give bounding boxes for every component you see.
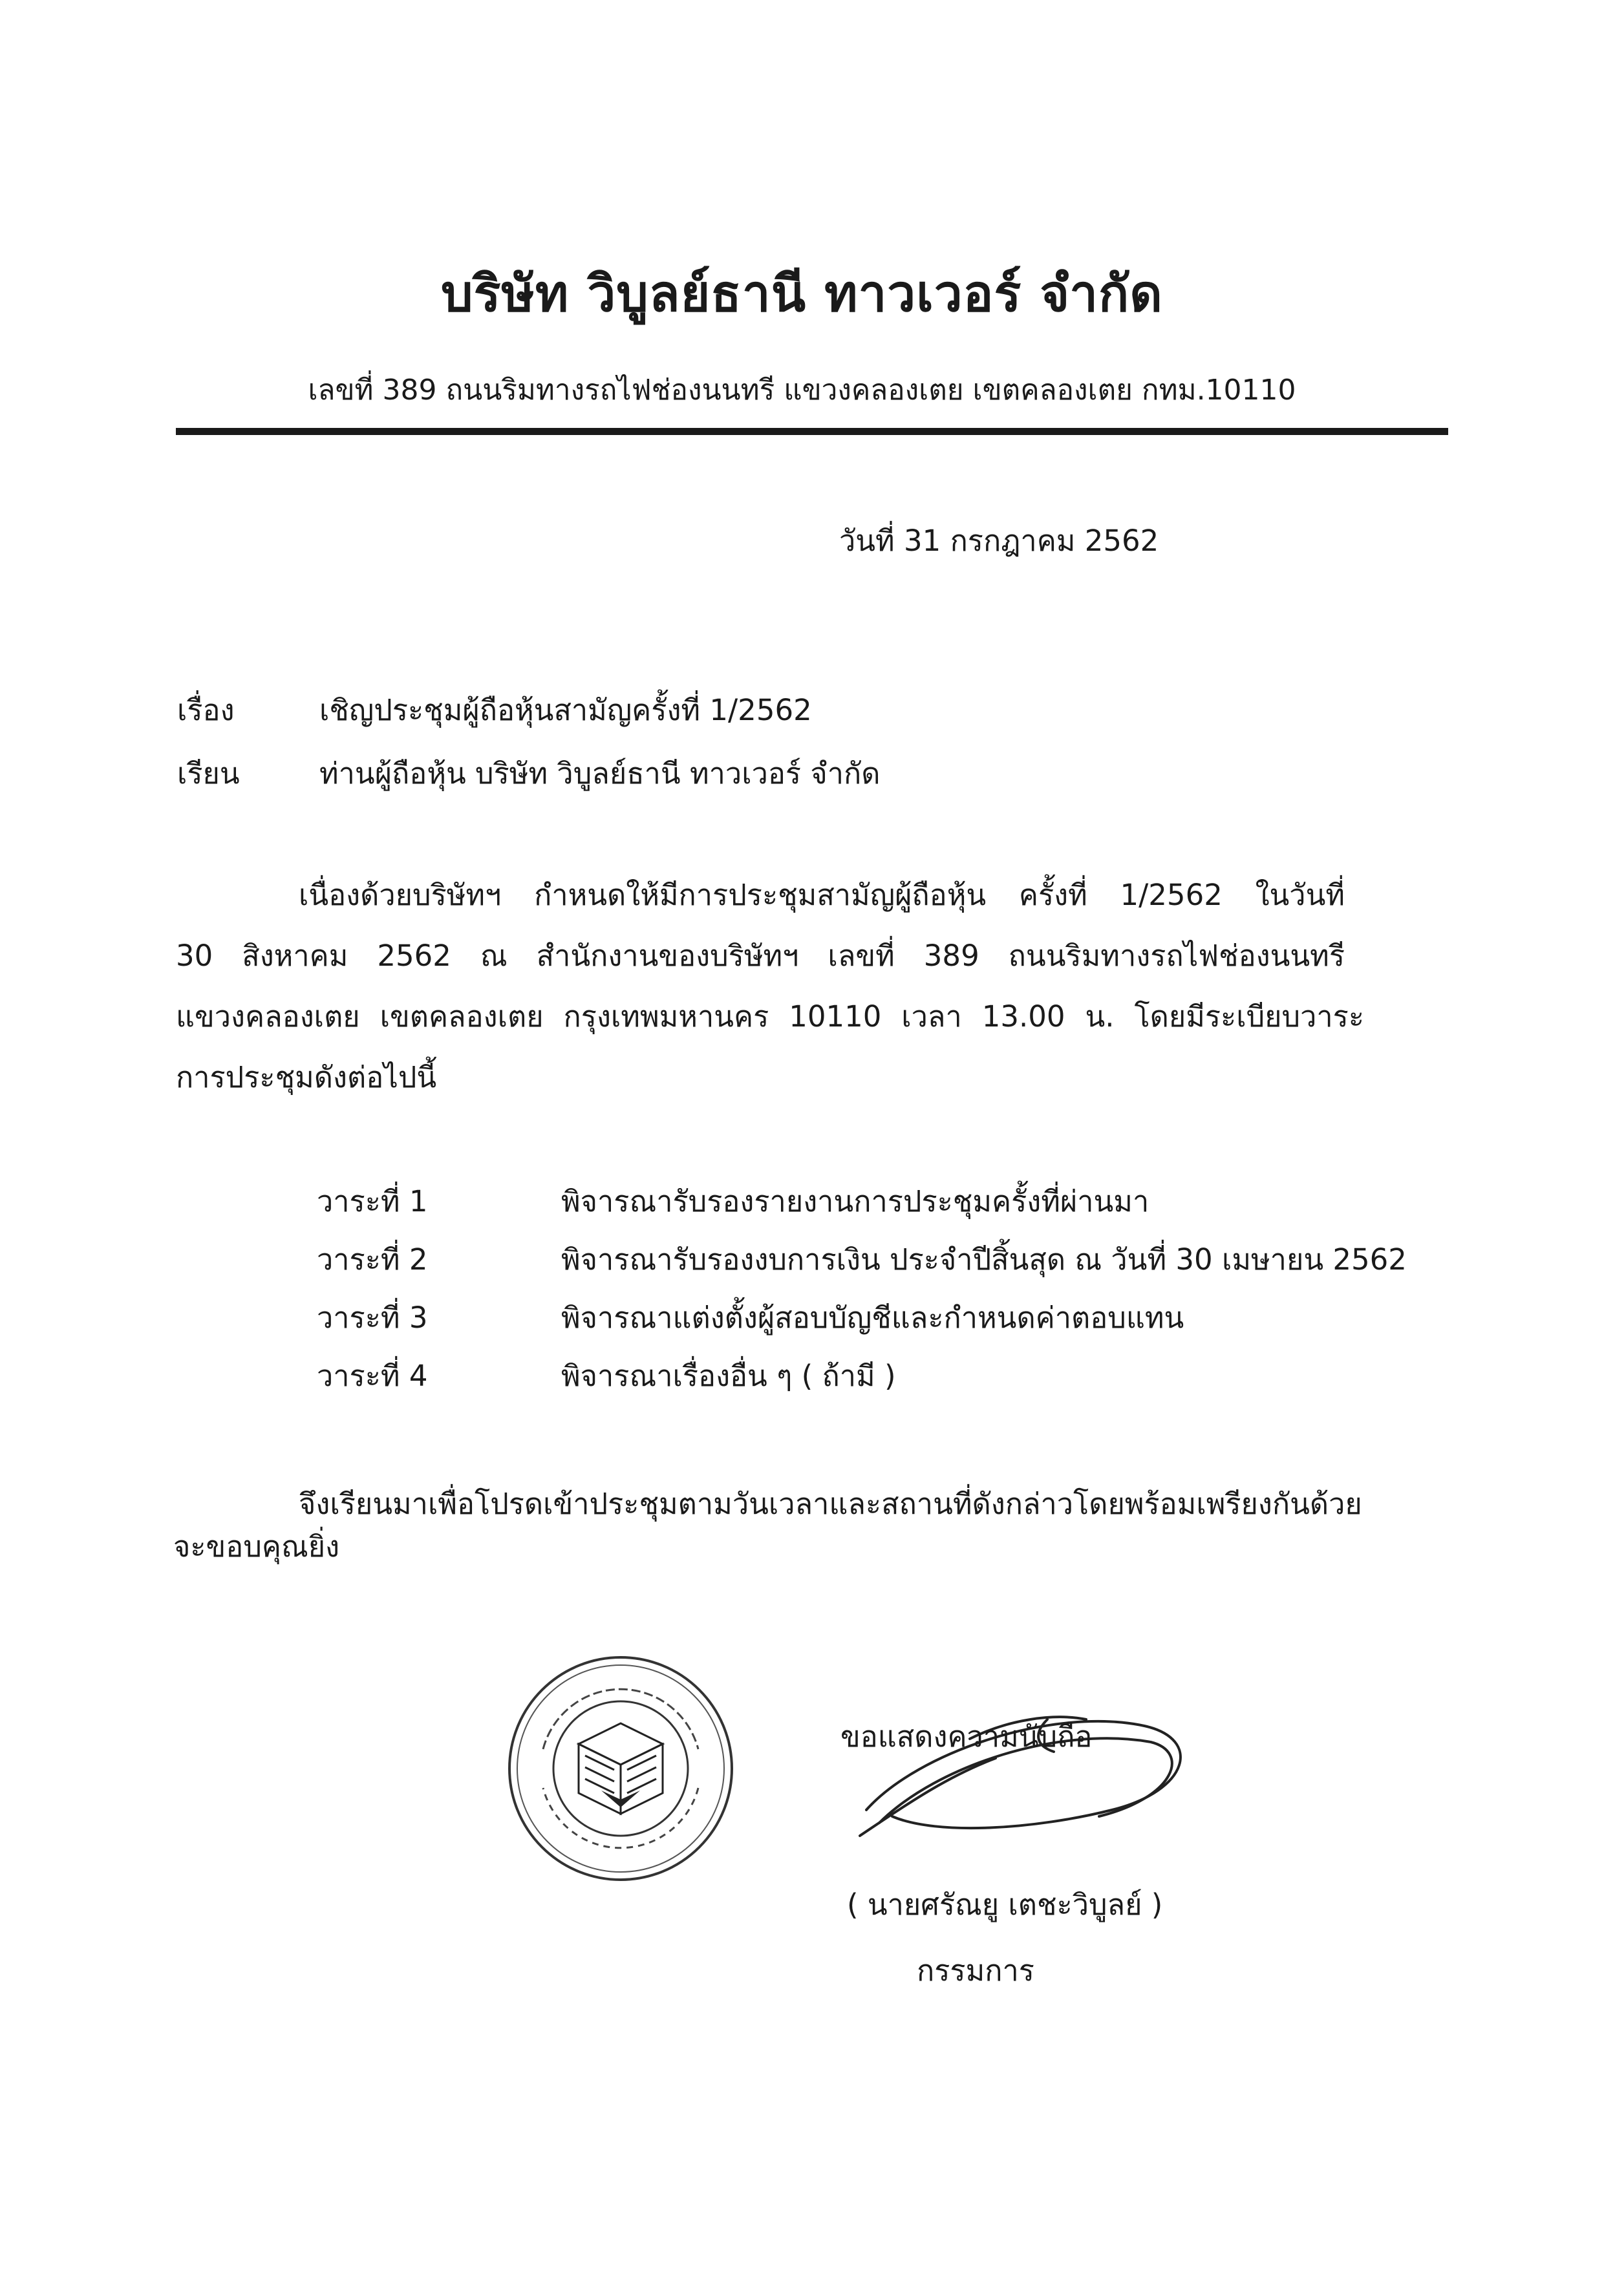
agenda-item-label: วาระที่ 1 [317,1184,428,1218]
agenda-item-description: พิจารณารับรองรายงานการประชุมครั้งที่ผ่านมา [561,1184,1150,1218]
header-divider [176,428,1448,435]
recipient-label: เรียน [177,756,240,791]
agenda-item-label: วาระที่ 4 [317,1359,428,1393]
company-address: เลขที่ 389 ถนนริมทางรถไฟช่องนนทรี แขวงคลองเตย เขตคลองเตย กทม.10110 [308,374,1296,407]
subject-label: เรื่อง [177,693,235,727]
recipient-value: ท่านผู้ถือหุ้น บริษัท วิบูลย์ธานี ทาวเวอร์ จำกัด [319,756,881,791]
agenda-item-label: วาระที่ 3 [317,1301,428,1335]
handwritten-signature [840,1681,1203,1875]
signature-regards: ขอแสดงความนับถือ [840,1719,1093,1754]
subject-value: เชิญประชุมผู้ถือหุ้นสามัญครั้งที่ 1/2562 [319,693,812,727]
letter-date: วันที่ 31 กรกฎาคม 2562 [839,524,1159,558]
agenda-item-description: พิจารณารับรองงบการเงิน ประจำปีสิ้นสุด ณ วันที่ 30 เมษายน 2562 [561,1242,1407,1277]
company-seal [504,1652,737,1885]
body-paragraph-line: เนื่องด้วยบริษัทฯ กำหนดให้มีการประชุมสามัญผู้ถือหุ้น ครั้งที่ 1/2562 ในวันที่ [299,878,1345,912]
agenda-item-description: พิจารณาแต่งตั้งผู้สอบบัญชีและกำหนดค่าตอบแทน [561,1301,1184,1335]
body-paragraph-line: แขวงคลองเตย เขตคลองเตย กรุงเทพมหานคร 10110 เวลา 13.00 น. โดยมีระเบียบวาระ [176,999,1364,1034]
closing-line: จะขอบคุณยิ่ง [173,1529,340,1564]
body-paragraph-line: 30 สิงหาคม 2562 ณ สำนักงานของบริษัทฯ เลขที่ 389 ถนนริมทางรถไฟช่องนนทรี [176,939,1345,973]
closing-line: จึงเรียนมาเพื่อโปรดเข้าประชุมตามวันเวลาและสถานที่ดังกล่าวโดยพร้อมเพรียงกันด้วย [299,1487,1362,1521]
agenda-item-description: พิจารณาเรื่องอื่น ๆ ( ถ้ามี ) [561,1359,896,1393]
signer-title: กรรมการ [917,1953,1034,1988]
agenda-item-label: วาระที่ 2 [317,1242,428,1277]
signer-name: ( นายศรัณยู เตชะวิบูลย์ ) [847,1887,1163,1922]
body-paragraph-line: การประชุมดังต่อไปนี้ [176,1060,437,1094]
company-name: บริษัท วิบูลย์ธานี ทาวเวอร์ จำกัด [441,265,1163,323]
